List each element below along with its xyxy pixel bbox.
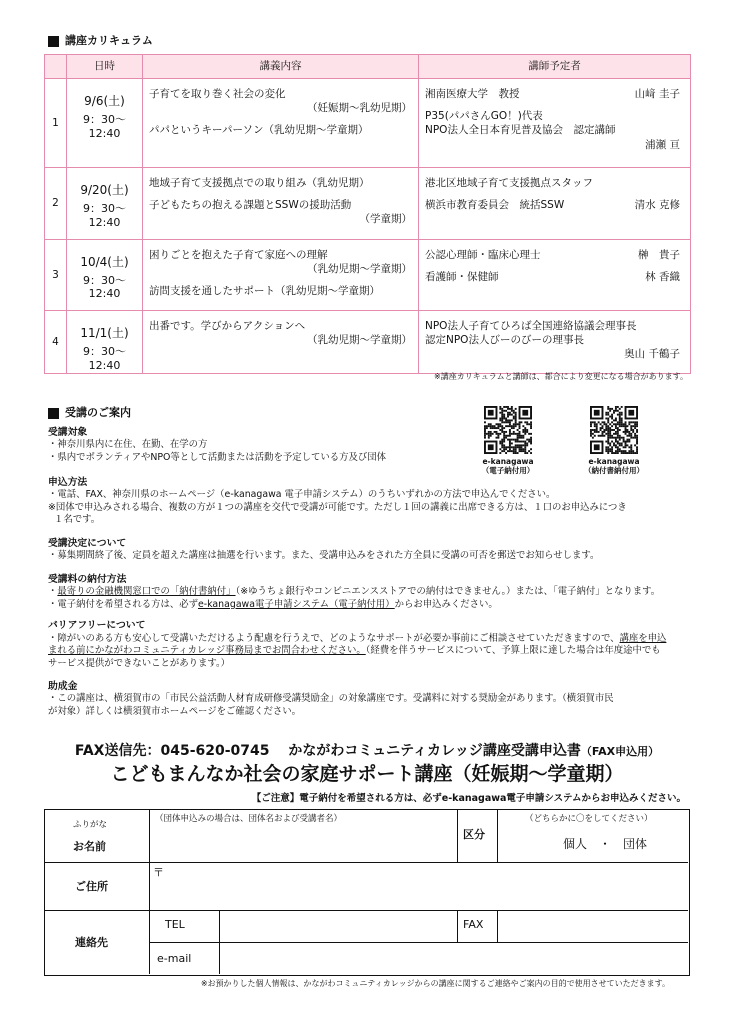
kubun-select[interactable]: 個人 ・ 団体 — [563, 837, 648, 851]
fee-title: 受講料の納付方法 — [48, 573, 127, 585]
lecturer-entry — [425, 87, 684, 101]
col-header-lecturer: 講師予定者 — [419, 55, 691, 79]
qr-label-electronic: e-kanagawa （電子納付用） — [481, 457, 535, 475]
lecture-topic — [149, 319, 412, 347]
lecture-topic-title: パパというキーパーソン（乳幼児期～学童期） — [149, 124, 369, 137]
fax-destination: FAX送信先：045-620-0745 かながわコミュニティカレッジ講座受講申込書（FAX申込用） — [74, 743, 660, 759]
curriculum-heading: 講座カリキュラム — [48, 34, 153, 49]
kubun-hint: （どちらかに〇をしてください） — [525, 814, 653, 824]
lecture-topic-period: （乳幼児期～学童期） — [307, 262, 412, 275]
row-divider — [45, 910, 688, 911]
email-input[interactable] — [223, 945, 685, 973]
session-number: 2 — [45, 168, 67, 240]
row-divider — [45, 862, 688, 863]
session-contents — [143, 168, 419, 240]
table-header-row — [45, 55, 691, 79]
fax-input[interactable] — [501, 912, 685, 940]
lecture-topic-period: （乳幼児期～学童期） — [307, 334, 412, 347]
lecturer-affiliation: 看護師・保健師 — [425, 270, 499, 283]
col-divider — [497, 810, 498, 862]
session-number: 4 — [45, 311, 67, 374]
barrier-free-title: バリアフリーについて — [48, 620, 146, 632]
square-bullet-icon — [48, 408, 59, 419]
decision-line: ・募集期間終了後、定員を超えた講座は抽選を行います。また、受講申込みをされた方全員に受講の可否を郵送でお知らせします。 — [48, 550, 600, 562]
lecturer-affiliation: NPO法人子育てひろば全国連絡協議会理事長 認定NPO法人びーのびーの理事長 — [425, 320, 637, 347]
apply-line: ※団体で申込みされる場合、複数の方が１つの講座を交代で受講が可能です。ただし１回の講義に出席できる方は、１口のお申込みにつき — [48, 501, 627, 513]
lecture-topic — [149, 248, 412, 276]
target-line: ・県内でボランティアやNPO等として活動または活動を予定している方及び団体 — [48, 451, 387, 463]
application-form — [44, 809, 690, 976]
curriculum-note: ※講座カリキュラムと講師は、都合により変更になる場合があります。 — [434, 372, 688, 381]
subsidy-line: ・この講座は、横須賀市の「市民公益活動人材育成研修受講奨励金」の対象講座です。受講料に対する奨励金があります。（横須賀市民 — [48, 692, 614, 704]
kubun-label: 区分 — [463, 828, 485, 841]
session-datetime — [67, 239, 143, 311]
col-divider — [219, 910, 220, 974]
lecturer-entry — [425, 319, 684, 362]
apply-line: １名です。 — [54, 514, 101, 526]
qr-label-slip: e-kanagawa （納付書納付用） — [584, 457, 644, 475]
lecturer-name: 浦瀬 亘 — [645, 138, 680, 151]
session-date: 9/20(土) — [80, 183, 129, 197]
apply-title: 申込方法 — [48, 476, 88, 488]
address-label: ご住所 — [75, 880, 108, 893]
session-number: 3 — [45, 239, 67, 311]
table-row — [45, 239, 691, 311]
lecture-topic-title: 出番です。学びからアクションへ — [149, 320, 306, 333]
session-time: 9：30～ 12:40 — [83, 202, 126, 229]
session-date: 11/1(土) — [80, 326, 129, 341]
target-title: 受講対象 — [48, 427, 88, 438]
lecturer-name: 奥山 千鶴子 — [624, 348, 680, 361]
session-lecturers — [419, 311, 691, 374]
lecturer-entry — [425, 270, 684, 284]
table-row — [45, 168, 691, 240]
fee-line: ・最寄りの金融機関窓口での「納付書納付」（※ゆうちょ銀行やコンビニエンスストアでの納付はできません。）または、「電子納付」となります。 — [48, 586, 661, 597]
subsidy-line: が対象）詳しくは横須賀市ホームページをご確認ください。 — [48, 705, 301, 717]
barrier-free-line: まれる前にかながわコミュニティカレッジ事務局までお問合わせください。（経費を伴うサービスについて、予算上限に達した場合は年度途中でも — [48, 645, 661, 657]
session-number: 1 — [45, 79, 67, 168]
lecturer-name — [680, 176, 684, 190]
lecture-topic-period: （妊娠期～乳幼児期） — [307, 102, 412, 115]
row-divider — [149, 942, 688, 943]
session-date: 10/4(土) — [80, 254, 129, 269]
lecture-topic — [149, 198, 412, 226]
tel-input[interactable] — [223, 912, 453, 940]
lecturer-affiliation: 横浜市教育委員会 統括SSW — [425, 199, 565, 212]
caution-note: 【ご注意】電子納付を希望される方は、必ずe-kanagawa電子申請システムからお申込みください。 — [251, 793, 686, 804]
session-time: 9：30～ 12:40 — [83, 113, 126, 140]
session-datetime — [67, 79, 143, 168]
lecturer-entry — [425, 176, 684, 190]
lecturer-name: 林 香織 — [645, 270, 680, 283]
table-row — [45, 79, 691, 168]
email-label: e-mail — [157, 952, 192, 965]
subsidy-title: 助成金 — [48, 680, 78, 692]
lecturer-name: 清水 克修 — [634, 199, 680, 212]
session-date: 9/6(土) — [84, 94, 125, 108]
lecturer-affiliation: P35(パパさんGO！)代表 NPO法人全日本育児普及協会 認定講師 — [425, 110, 616, 137]
fax-label: FAX — [463, 918, 484, 931]
col-divider — [457, 810, 458, 862]
lecturer-entry — [425, 248, 684, 262]
col-divider — [149, 810, 150, 974]
col-header-content: 講義内容 — [143, 55, 419, 79]
curriculum-table — [44, 54, 691, 374]
session-contents — [143, 239, 419, 311]
furigana-label: ふりがな — [73, 820, 108, 830]
lecture-topic — [149, 123, 412, 137]
session-time: 9：30～ 12:40 — [83, 345, 126, 372]
session-datetime — [67, 311, 143, 374]
name-input[interactable]: （団体申込みの場合は、団体名および受講者名） — [155, 814, 343, 824]
privacy-note: ※お預かりした個人情報は、かながわコミュニティカレッジからの講座に関するご連絡やご案内の目的で使用させていただきます。 — [200, 979, 670, 988]
name-label: お名前 — [73, 840, 106, 853]
fee-line: ・電子納付を希望される方は、必ずe-kanagawa電子申請システム（電子納付用）からお申込みください。 — [48, 598, 498, 610]
lecture-topic — [149, 284, 412, 298]
session-lecturers — [419, 79, 691, 168]
lecturer-affiliation: 公認心理師・臨床心理士 — [425, 248, 541, 261]
barrier-free-line: ・障がいのある方も安心して受講いただけるよう配慮を行うえで、どのようなサポートが必要か事前にご相談させていただきますので、講座を申込 — [48, 632, 667, 644]
lecturer-affiliation: 湘南医療大学 教授 — [425, 88, 520, 100]
info-heading: 受講のご案内 — [48, 406, 131, 421]
session-lecturers — [419, 168, 691, 240]
lecture-topic — [149, 87, 412, 115]
col-header-no — [45, 55, 67, 79]
lecturer-entry — [425, 109, 684, 152]
course-title: こどもまんなか社会の家庭サポート講座（妊娠期～学童期） — [110, 763, 624, 785]
target-line: ・神奈川県内に在住、在勤、在学の方 — [48, 439, 208, 451]
col-divider — [497, 910, 498, 942]
session-datetime — [67, 168, 143, 240]
col-divider — [457, 910, 458, 942]
lecturer-affiliation: 港北区地域子育て支援拠点スタッフ — [425, 177, 593, 189]
lecture-topic-title: 訪問支援を通したサポート（乳幼児期～学童期） — [149, 284, 380, 297]
tel-label: TEL — [165, 918, 185, 931]
lecture-topic-title: 子どもたちの抱える課題とSSWの援助活動 — [149, 199, 352, 212]
lecture-topic-title: 地域子育て支援拠点での取り組み（乳幼児期） — [149, 177, 370, 189]
apply-line: ・電話、FAX、神奈川県のホームページ（e-kanagawa 電子申請システム）のうちいずれかの方法で申込んでください。 — [48, 488, 556, 500]
col-header-date: 日時 — [67, 55, 143, 79]
decision-title: 受講決定について — [48, 537, 127, 549]
contact-label: 連絡先 — [75, 936, 108, 949]
lecture-topic-period: （学童期） — [359, 213, 412, 226]
lecturer-entry — [425, 198, 684, 212]
lecture-topic-title: 困りごとを抱えた子育て家庭への理解 — [149, 248, 328, 261]
info-body — [48, 420, 698, 718]
lecturer-name: 榊 貴子 — [638, 248, 680, 261]
session-contents — [143, 79, 419, 168]
lecture-topic-title: 子育てを取り巻く社会の変化 — [149, 88, 286, 100]
lecture-topic — [149, 176, 412, 190]
square-bullet-icon — [48, 36, 59, 47]
address-input[interactable]: 〒 — [153, 866, 164, 879]
lecturer-name: 山﨑 圭子 — [634, 88, 680, 100]
session-lecturers — [419, 239, 691, 311]
table-row — [45, 311, 691, 374]
session-contents — [143, 311, 419, 374]
session-time: 9：30～ 12:40 — [83, 273, 126, 301]
barrier-free-line: サービス提供ができないことがあります。） — [48, 657, 231, 669]
